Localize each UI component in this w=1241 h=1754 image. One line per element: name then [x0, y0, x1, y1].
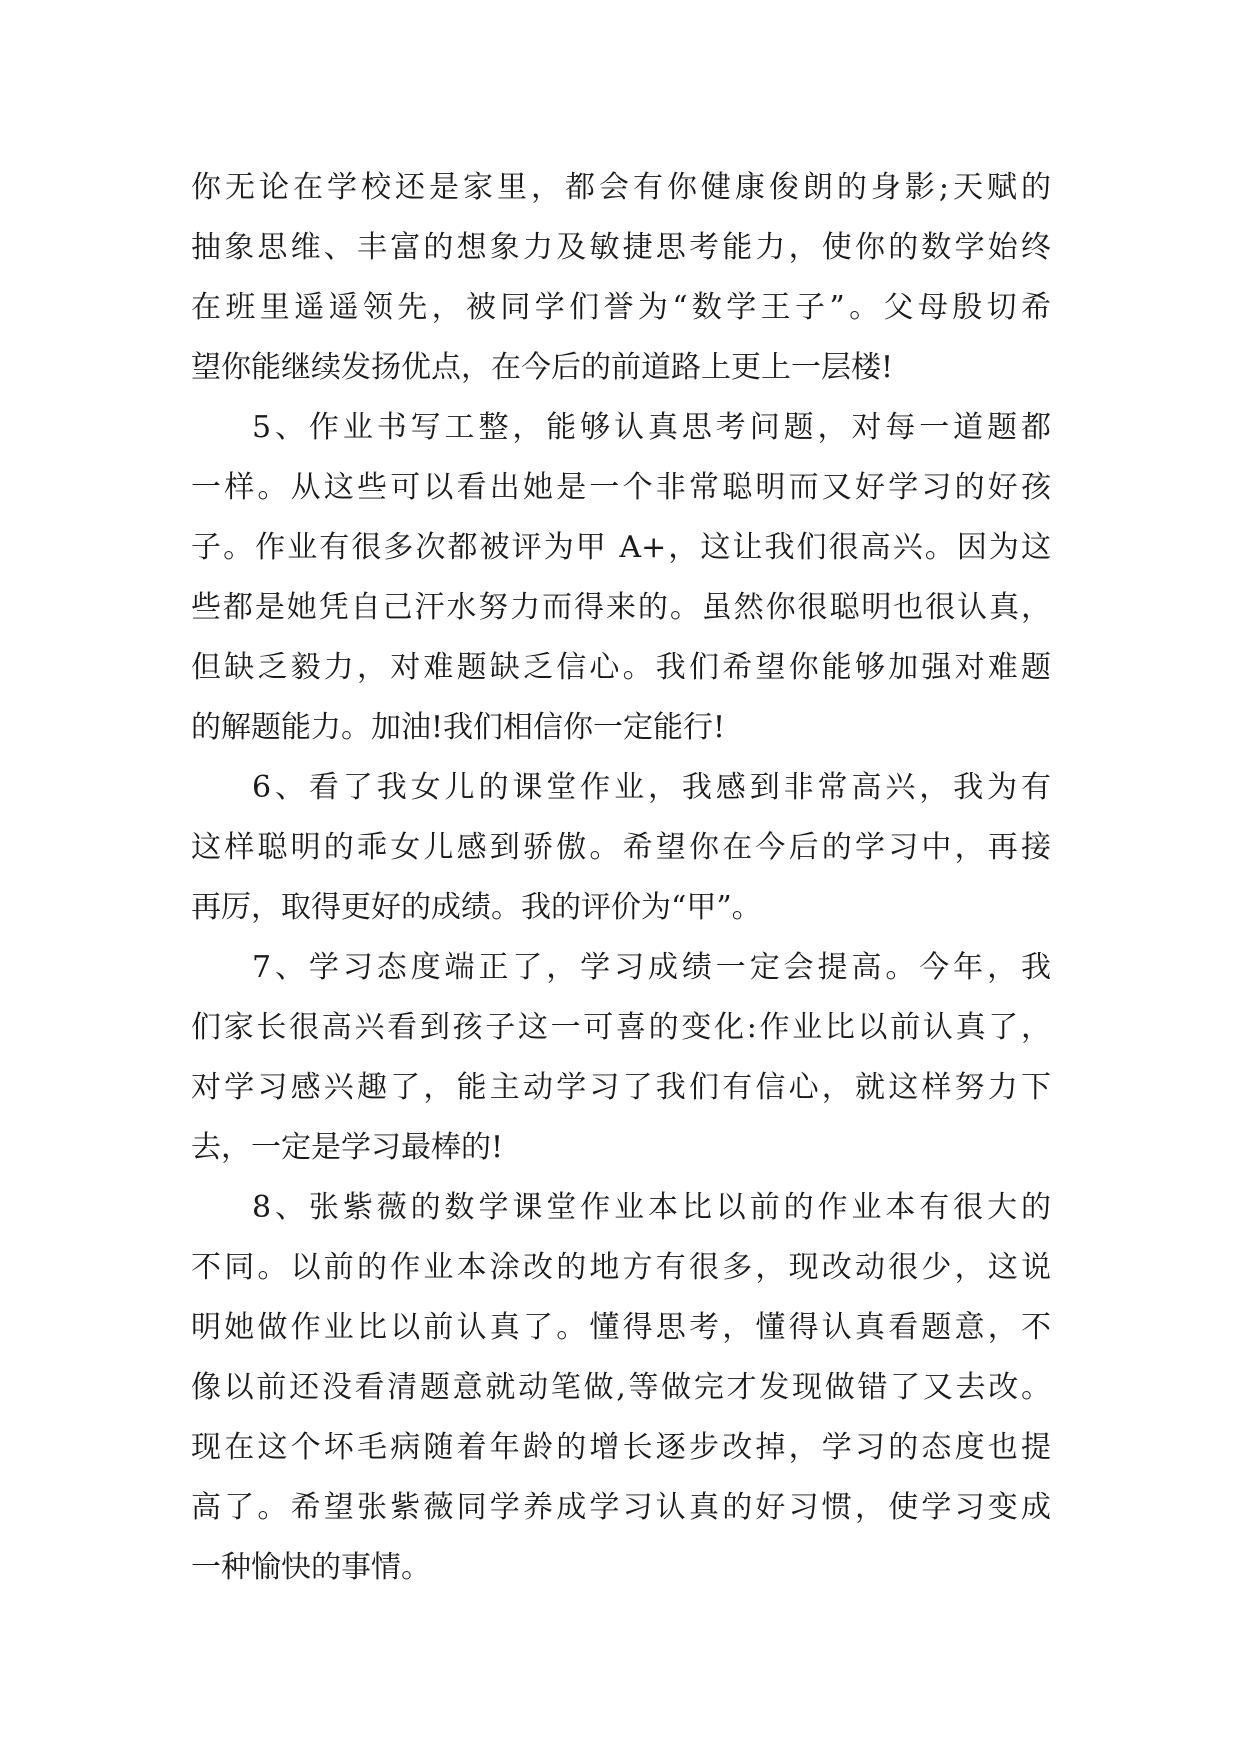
text-line: 现在这个坏毛病随着年龄的增长逐步改掉，学习的态度也提 — [191, 1430, 1051, 1465]
text-line: 子。作业有很多次都被评为甲 A+，这让我们很高兴。因为这 — [191, 530, 1051, 565]
text-line: 明她做作业比以前认真了。懂得思考，懂得认真看题意，不 — [191, 1310, 1051, 1345]
text-line: 6、看了我女儿的课堂作业，我感到非常高兴，我为有 — [252, 770, 1051, 805]
document-body — [191, 158, 1051, 1598]
text-line: 些都是她凭自己汗水努力而得来的。虽然你很聪明也很认真， — [191, 590, 1051, 625]
text-line: 一样。从这些可以看出她是一个非常聪明而又好学习的好孩 — [191, 470, 1051, 505]
text-line: 抽象思维、丰富的想象力及敏捷思考能力，使你的数学始终 — [191, 230, 1051, 265]
text-line: 但缺乏毅力，对难题缺乏信心。我们希望你能够加强对难题 — [191, 650, 1051, 685]
paragraph-item-8 — [191, 1178, 1051, 1598]
text-line: 的解题能力。加油!我们相信你一定能行! — [191, 710, 726, 745]
text-line: 高了。希望张紫薇同学养成学习认真的好习惯，使学习变成 — [191, 1490, 1051, 1525]
text-line: 这样聪明的乖女儿感到骄傲。希望你在今后的学习中，再接 — [191, 830, 1051, 865]
text-line: 5、作业书写工整，能够认真思考问题，对每一道题都 — [252, 410, 1051, 445]
paragraph-continued — [191, 158, 1051, 398]
text-line: 对学习感兴趣了，能主动学习了我们有信心，就这样努力下 — [191, 1070, 1051, 1105]
text-line: 不同。以前的作业本涂改的地方有很多，现改动很少，这说 — [191, 1250, 1051, 1285]
text-line: 望你能继续发扬优点，在今后的前道路上更上一层楼! — [191, 350, 894, 385]
text-line: 们家长很高兴看到孩子这一可喜的变化:作业比以前认真了， — [191, 1010, 1051, 1045]
text-line: 再厉，取得更好的成绩。我的评价为“甲”。 — [191, 890, 762, 925]
text-line: 一种愉快的事情。 — [191, 1550, 431, 1585]
text-line: 8、张紫薇的数学课堂作业本比以前的作业本有很大的 — [252, 1190, 1051, 1225]
text-line: 7、学习态度端正了，学习成绩一定会提高。今年，我 — [252, 950, 1051, 985]
text-line: 去，一定是学习最棒的! — [191, 1130, 504, 1165]
paragraph-item-6 — [191, 758, 1051, 938]
text-line: 像以前还没看清题意就动笔做,等做完才发现做错了又去改。 — [191, 1370, 1051, 1405]
paragraph-item-7 — [191, 938, 1051, 1178]
text-line: 在班里遥遥领先，被同学们誉为“数学王子”。父母殷切希 — [191, 290, 1051, 325]
paragraph-item-5 — [191, 398, 1051, 758]
text-line: 你无论在学校还是家里，都会有你健康俊朗的身影;天赋的 — [191, 170, 1051, 205]
